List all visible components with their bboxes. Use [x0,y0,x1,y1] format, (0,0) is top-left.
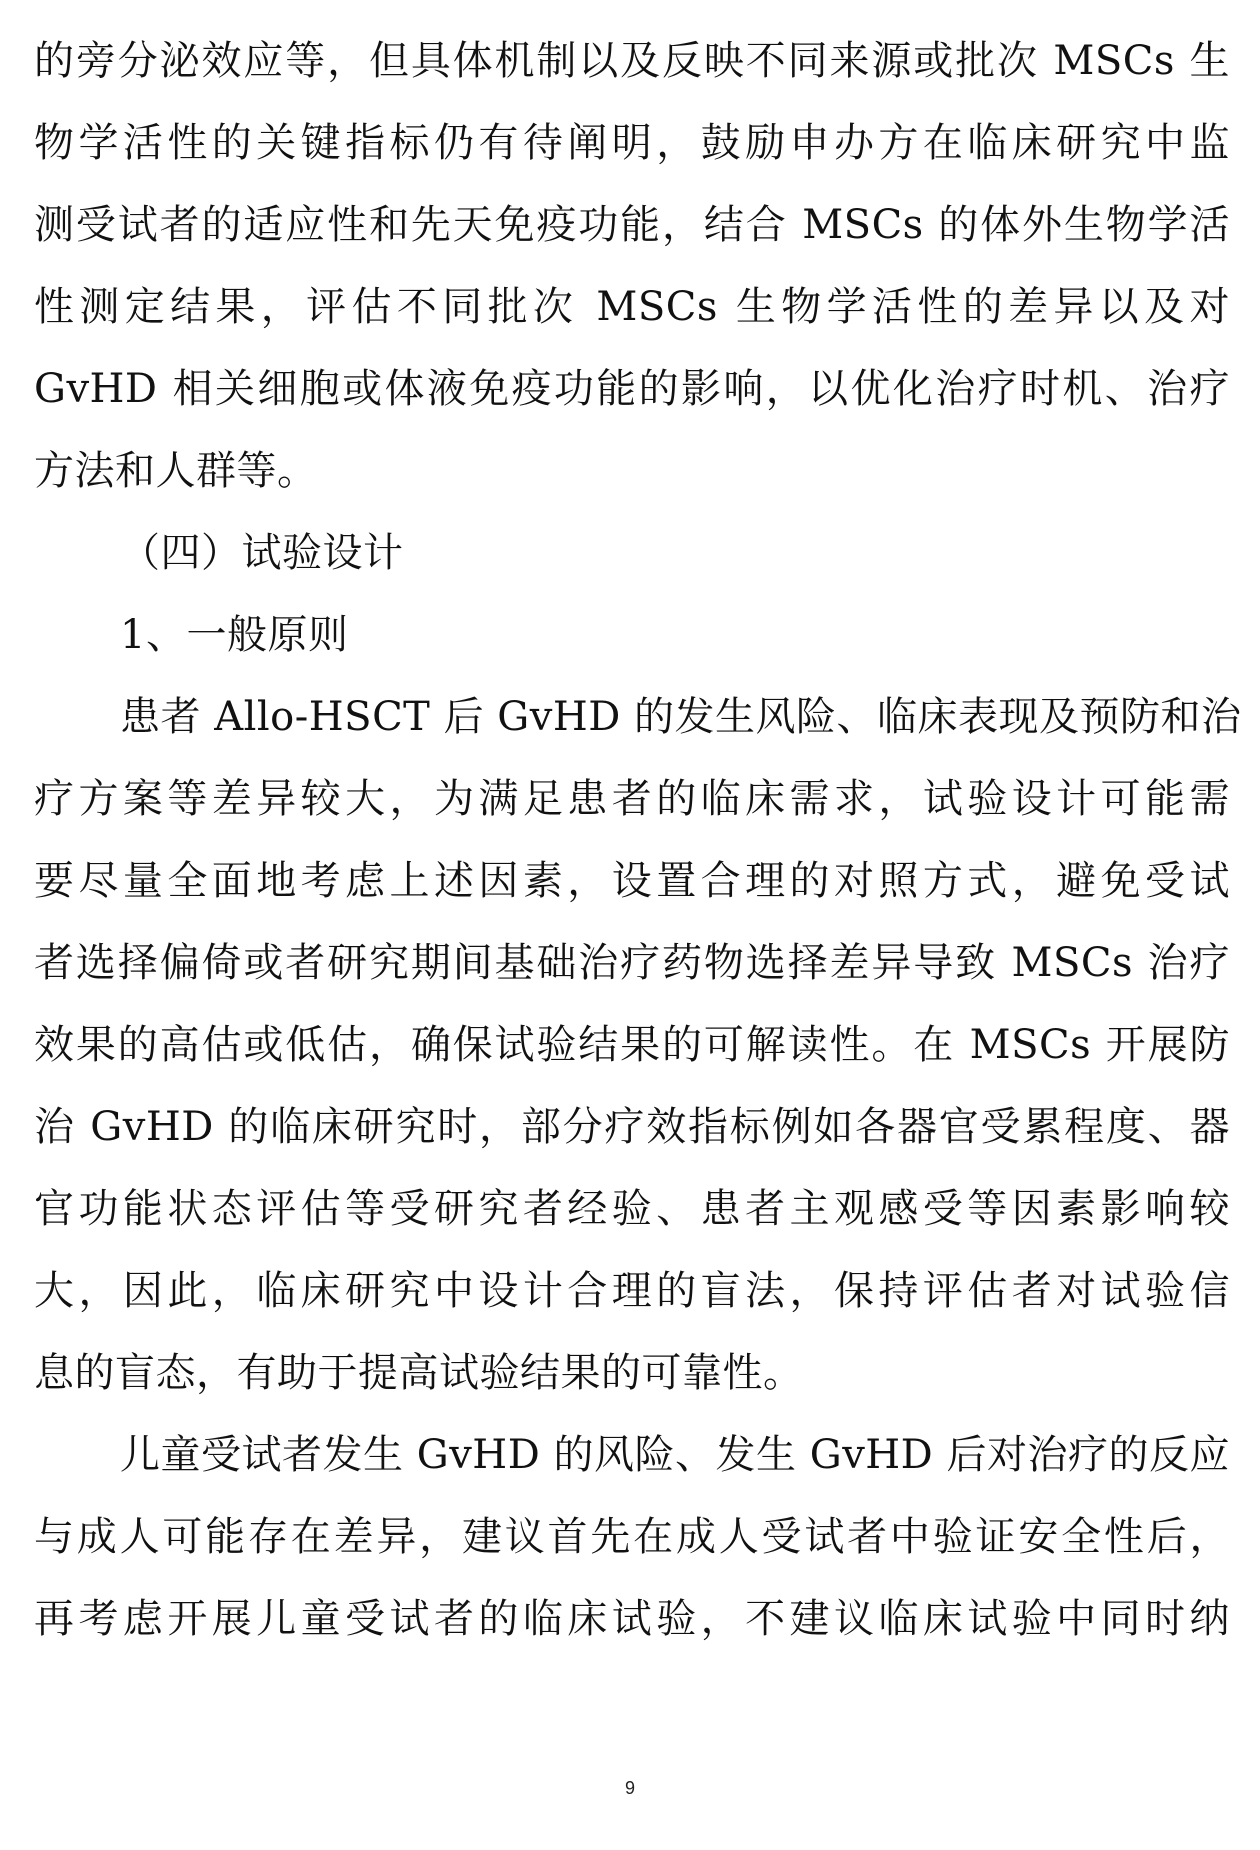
paragraph-3 [34,1414,1230,1660]
paragraph-line: 性测定结果，评估不同批次 MSCs 生物学活性的差异以及对 [34,284,1230,330]
paragraph-line: 要尽量全面地考虑上述因素，设置合理的对照方式，避免受试 [34,858,1230,904]
paragraph-line: 患者 Allo-HSCT 后 GvHD 的发生风险、临床表现及预防和治 [120,694,1242,740]
paragraph-line: 官功能状态评估等受研究者经验、患者主观感受等因素影响较 [34,1186,1230,1232]
paragraph-line: 治 GvHD 的临床研究时，部分疗效指标例如各器官受累程度、器 [34,1104,1230,1150]
paragraph-line: 与成人可能存在差异，建议首先在成人受试者中验证安全性后， [34,1514,1230,1560]
paragraph-line: 疗方案等差异较大，为满足患者的临床需求，试验设计可能需 [34,776,1230,822]
section-heading: （四）试验设计 [120,530,404,576]
paragraph-1 [34,20,1230,512]
paragraph-line: 者选择偏倚或者研究期间基础治疗药物选择差异导致 MSCs 治疗 [34,940,1230,986]
paragraph-line: 方法和人群等。 [34,448,318,494]
paragraph-line: 大，因此，临床研究中设计合理的盲法，保持评估者对试验信 [34,1268,1230,1314]
paragraph-line: 再考虑开展儿童受试者的临床试验，不建议临床试验中同时纳 [34,1596,1230,1642]
paragraph-line: 的旁分泌效应等，但具体机制以及反映不同来源或批次 MSCs 生 [34,38,1230,84]
paragraph-line: GvHD 相关细胞或体液免疫功能的影响，以优化治疗时机、治疗 [34,366,1230,412]
paragraph-line: 儿童受试者发生 GvHD 的风险、发生 GvHD 后对治疗的反应 [120,1432,1230,1478]
paragraph-2 [34,676,1242,1414]
document-page [34,20,1242,1660]
subsection-heading: 1、一般原则 [120,612,349,658]
page-number: 9 [624,1778,635,1798]
paragraph-line: 物学活性的关键指标仍有待阐明，鼓励申办方在临床研究中监 [34,120,1230,166]
paragraph-line: 效果的高估或低估，确保试验结果的可解读性。在 MSCs 开展防 [34,1022,1230,1068]
paragraph-line: 测受试者的适应性和先天免疫功能，结合 MSCs 的体外生物学活 [34,202,1230,248]
paragraph-line: 息的盲态，有助于提高试验结果的可靠性。 [34,1350,804,1396]
